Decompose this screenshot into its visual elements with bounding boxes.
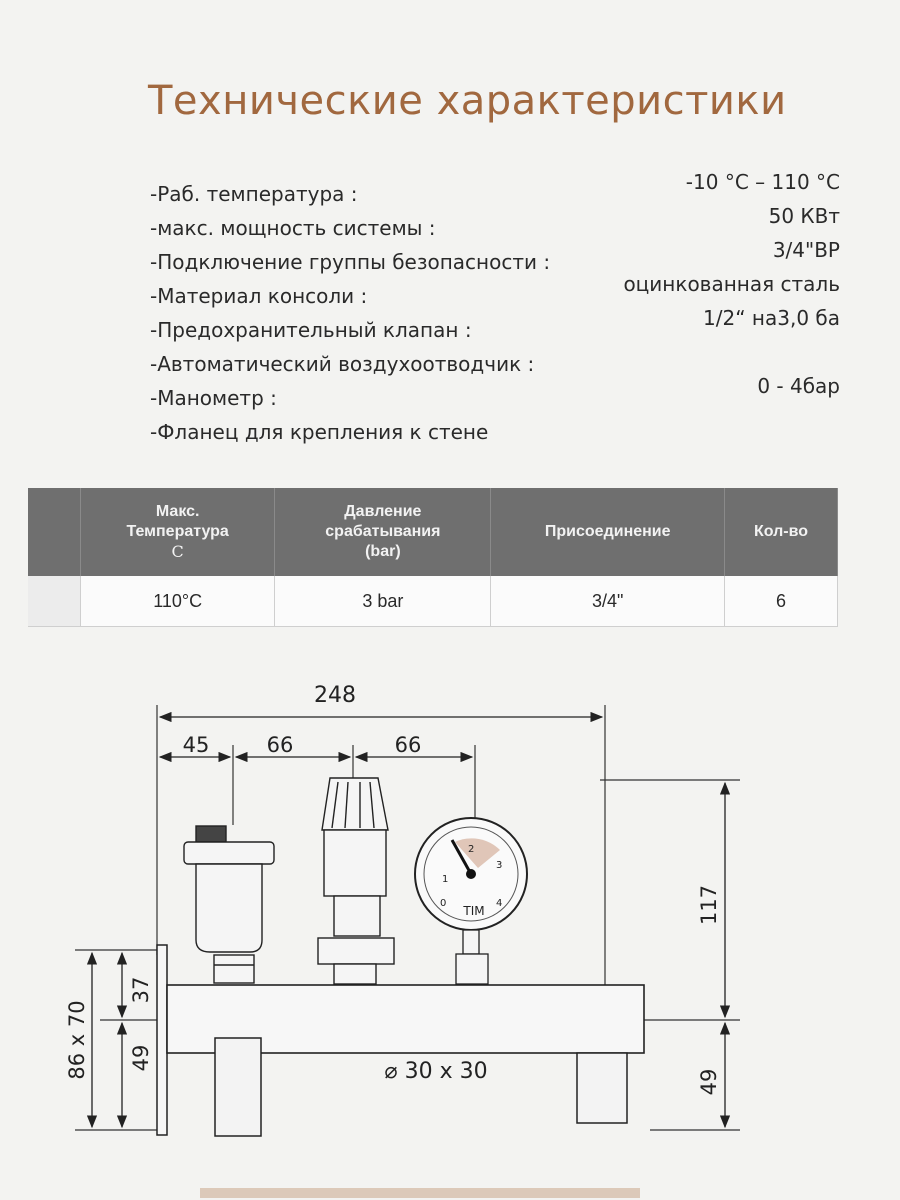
pipe-section-label: ⌀ 30 x 30 [384, 1059, 488, 1084]
dim-flange-top-label: 37 [129, 976, 153, 1004]
spec-label: -Манометр : [150, 386, 277, 410]
wall-flange [157, 945, 167, 1135]
dim-total-label: 248 [314, 683, 356, 708]
header-connection: Присоединение [491, 488, 725, 576]
spec-label: -Фланец для крепления к стене [150, 420, 489, 444]
header-pressure-unit: (bar) [365, 543, 401, 560]
dim-height-label: 117 [697, 884, 721, 926]
spec-value: 0 - 4бар [757, 374, 840, 398]
gauge-tick: 2 [468, 844, 475, 855]
dim-flange-bottom-label: 49 [129, 1044, 153, 1072]
cell-max-temp: 110°C [81, 576, 275, 627]
gauge-tick: 0 [440, 898, 447, 909]
spec-value: 50 КВт [768, 204, 840, 228]
next-heading-fragment [200, 1188, 640, 1198]
spec-row [150, 170, 840, 214]
spec-value: оцинкованная сталь [623, 272, 840, 296]
cell-pressure: 3 bar [275, 576, 491, 627]
lower-connection-right [577, 1053, 627, 1123]
spec-row [150, 374, 840, 418]
gauge-tick: 1 [442, 874, 449, 885]
header-qty: Кол-во [725, 488, 838, 576]
header-max-temp [81, 488, 275, 576]
spec-label: -Предохранительный клапан : [150, 318, 472, 342]
header-pressure [275, 488, 491, 576]
safety-valve [318, 778, 394, 984]
spec-row [150, 204, 840, 248]
header-max-temp-line1: Макс. [155, 502, 200, 520]
dim-flange-label: 86 x 70 [65, 1000, 89, 1080]
spec-row [150, 418, 840, 452]
header-max-temp-unit: C [171, 541, 184, 561]
table-row [28, 576, 838, 627]
header-pressure-line1: Давление [344, 503, 422, 520]
cell-connection: 3/4" [491, 576, 725, 627]
dim-a-label: 45 [182, 733, 210, 757]
spec-label: -Материал консоли : [150, 284, 368, 308]
table-header-row [28, 488, 838, 576]
spec-label: -макс. мощность системы : [150, 216, 436, 240]
spec-value: 1/2“ на3,0 ба [703, 306, 840, 330]
header-max-temp-line2: Температура [126, 522, 229, 540]
spec-value: -10 °C – 110 °C [685, 170, 840, 194]
spec-list [150, 170, 840, 452]
gauge-tick: 3 [496, 860, 503, 871]
header-pressure-line2: срабатывания [325, 523, 441, 540]
parameters-table [28, 488, 838, 627]
table-cell-stub [28, 576, 81, 627]
gauge-brand: TIM [463, 904, 485, 918]
air-vent [184, 826, 274, 983]
spec-label: -Подключение группы безопасности : [150, 250, 551, 274]
manometer [415, 818, 527, 984]
technical-drawing [0, 640, 900, 1200]
dim-pipe-under-label: 49 [697, 1068, 721, 1096]
spec-label: -Раб. температура : [150, 182, 358, 206]
spec-row [150, 306, 840, 350]
lower-connection-left [215, 1038, 261, 1136]
gauge-tick: 4 [496, 898, 503, 909]
spec-label: -Автоматический воздухоотводчик : [150, 352, 535, 376]
dim-c-label: 66 [394, 733, 422, 757]
page-title: Технические характеристики [148, 78, 787, 124]
table-header-stub [28, 488, 81, 576]
spec-value: 3/4"ВР [772, 238, 840, 262]
dim-b-label: 66 [266, 733, 294, 757]
spec-row [150, 350, 840, 384]
cell-qty: 6 [725, 576, 838, 627]
